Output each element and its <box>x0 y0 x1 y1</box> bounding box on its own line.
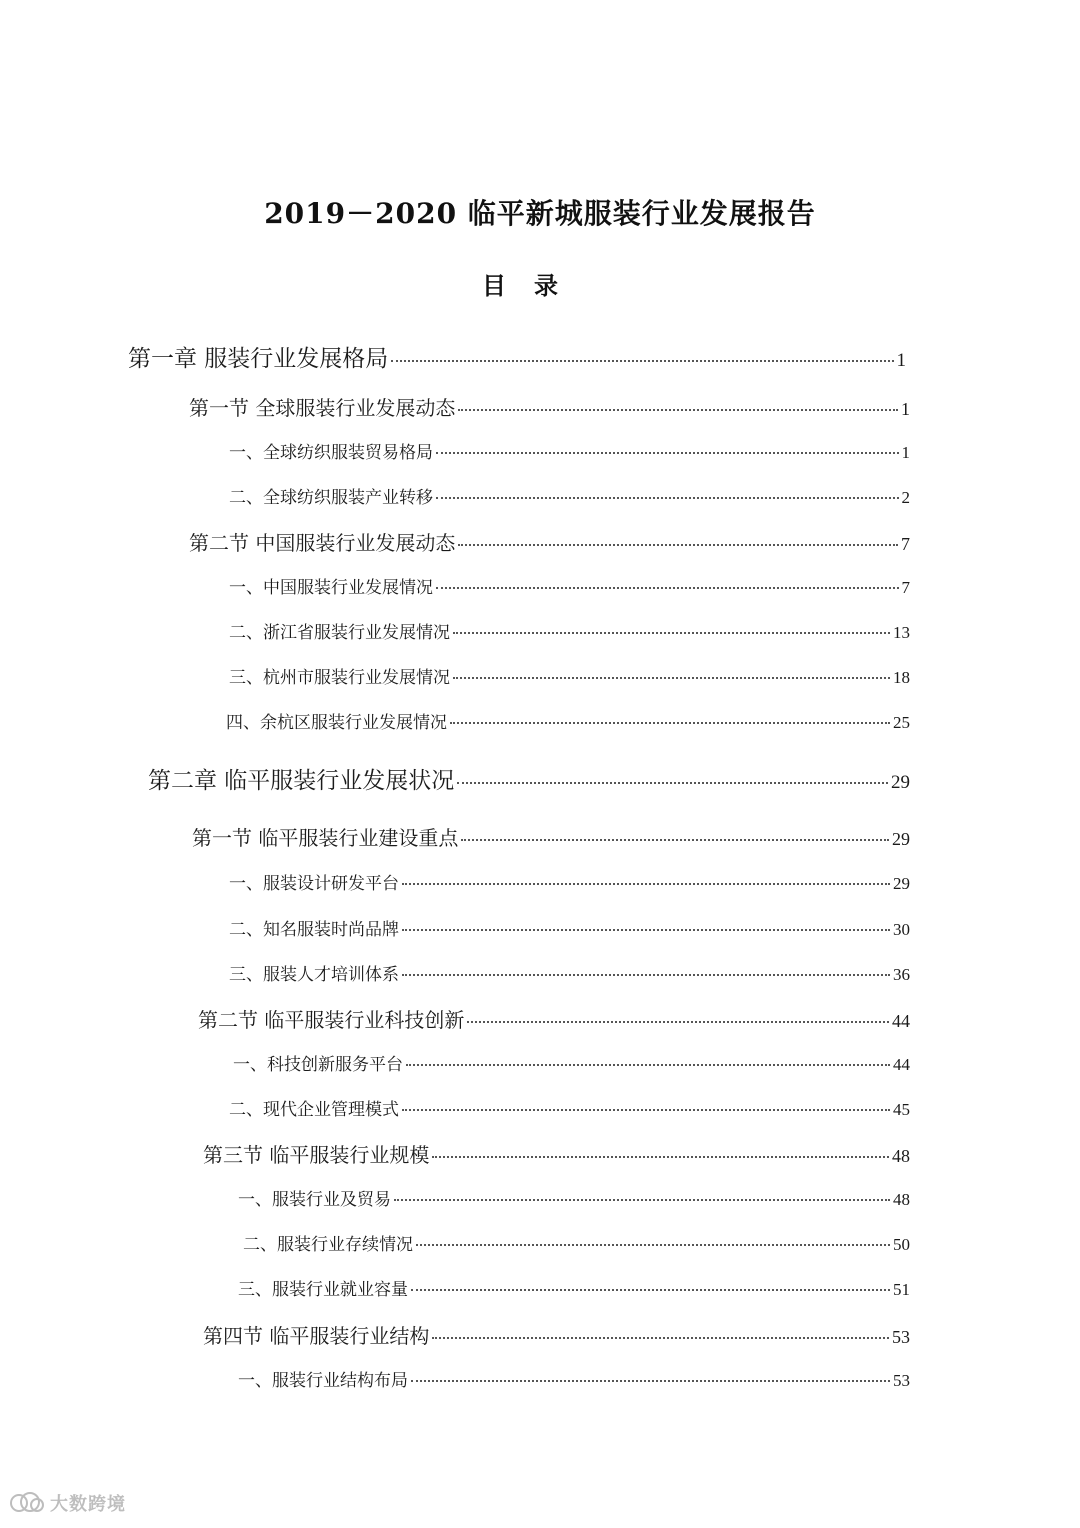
toc-dot-leader <box>411 1380 890 1382</box>
toc-entry-item[interactable] <box>233 1050 910 1075</box>
toc-entry-label: 第二章 临平服装行业发展状况 <box>148 768 455 794</box>
toc-dot-leader <box>432 1156 889 1158</box>
toc-dot-leader <box>402 974 890 976</box>
toc-entry-page-number: 51 <box>893 1280 910 1299</box>
toc-entry-chapter[interactable] <box>128 340 906 373</box>
toc-entry-item[interactable] <box>229 483 910 508</box>
toc-entry-page-number: 45 <box>893 1100 910 1119</box>
toc-entry-item[interactable] <box>226 708 910 733</box>
toc-dot-leader <box>467 1021 889 1023</box>
toc-dot-leader <box>402 1109 890 1111</box>
toc-entry-item[interactable] <box>238 1185 910 1210</box>
toc-entry-section[interactable] <box>189 392 910 421</box>
toc-entry-page-number: 48 <box>893 1190 910 1209</box>
toc-entry-section[interactable] <box>189 527 910 556</box>
toc-entry-label: 一、服装行业结构布局 <box>238 1371 408 1391</box>
toc-dot-leader <box>436 587 899 589</box>
toc-entry-label: 一、科技创新服务平台 <box>233 1055 403 1075</box>
watermark-logo-icon <box>10 1492 44 1514</box>
toc-entry-page-number: 30 <box>893 920 910 939</box>
toc-dot-leader <box>391 360 893 362</box>
toc-entry-page-number: 25 <box>893 713 910 732</box>
toc-entry-page-number: 1 <box>901 399 910 419</box>
toc-entry-item[interactable] <box>229 573 910 598</box>
toc-entry-item[interactable] <box>238 1275 910 1300</box>
toc-entry-label: 第三节 临平服装行业规模 <box>203 1143 430 1167</box>
toc-entry-label: 第二节 临平服装行业科技创新 <box>198 1008 465 1032</box>
toc-entry-label: 二、知名服装时尚品牌 <box>229 920 399 940</box>
toc-entry-section[interactable] <box>198 1004 910 1033</box>
toc-entry-label: 四、余杭区服装行业发展情况 <box>226 713 447 733</box>
toc-heading: 目录 <box>482 271 586 300</box>
toc-dot-leader <box>458 544 898 546</box>
toc-entry-page-number: 44 <box>892 1011 910 1031</box>
toc-entry-item[interactable] <box>238 1366 910 1391</box>
toc-entry-item[interactable] <box>229 960 910 985</box>
toc-dot-leader <box>416 1244 890 1246</box>
toc-entry-page-number: 13 <box>893 623 910 642</box>
toc-entry-page-number: 1 <box>896 350 906 371</box>
document-title: 2019－2020 临平新城服装行业发展报告 <box>264 197 816 230</box>
toc-entry-label: 二、现代企业管理模式 <box>229 1100 399 1120</box>
toc-dot-leader <box>453 632 890 634</box>
toc-entry-label: 三、服装人才培训体系 <box>229 965 399 985</box>
toc-entry-page-number: 2 <box>901 488 910 507</box>
toc-dot-leader <box>406 1064 890 1066</box>
toc-entry-page-number: 18 <box>893 668 910 687</box>
toc-entry-page-number: 29 <box>891 772 910 793</box>
toc-dot-leader <box>411 1289 890 1291</box>
watermark <box>10 1490 126 1516</box>
toc-entry-label: 第一章 服装行业发展格局 <box>128 346 389 372</box>
toc-entry-page-number: 50 <box>893 1235 910 1254</box>
toc-entry-section[interactable] <box>203 1320 910 1349</box>
toc-entry-label: 第二节 中国服装行业发展动态 <box>189 531 456 555</box>
toc-dot-leader <box>453 677 890 679</box>
toc-dot-leader <box>461 839 889 841</box>
toc-entry-item[interactable] <box>229 869 910 894</box>
toc-dot-leader <box>402 883 890 885</box>
toc-entry-item[interactable] <box>229 915 910 940</box>
toc-dot-leader <box>394 1199 890 1201</box>
toc-entry-label: 三、服装行业就业容量 <box>238 1280 408 1300</box>
toc-entry-page-number: 29 <box>893 874 910 893</box>
watermark-text: 大数跨境 <box>50 1494 126 1515</box>
toc-entry-label: 二、全球纺织服装产业转移 <box>229 488 433 508</box>
toc-dot-leader <box>457 782 888 784</box>
toc-dot-leader <box>436 497 899 499</box>
toc-entry-item[interactable] <box>229 438 910 463</box>
toc-entry-page-number: 53 <box>892 1327 910 1347</box>
toc-entry-page-number: 36 <box>893 965 910 984</box>
toc-entry-label: 一、中国服装行业发展情况 <box>229 578 433 598</box>
toc-entry-page-number: 7 <box>901 534 910 554</box>
toc-entry-item[interactable] <box>229 1095 910 1120</box>
toc-entry-label: 一、服装行业及贸易 <box>238 1190 391 1210</box>
toc-entry-label: 一、服装设计研发平台 <box>229 874 399 894</box>
toc-entry-label: 二、服装行业存续情况 <box>243 1235 413 1255</box>
toc-dot-leader <box>436 452 899 454</box>
toc-entry-label: 三、杭州市服装行业发展情况 <box>229 668 450 688</box>
toc-entry-item[interactable] <box>229 618 910 643</box>
toc-entry-section[interactable] <box>192 822 910 851</box>
toc-dot-leader <box>450 722 890 724</box>
toc-entry-page-number: 29 <box>892 829 910 849</box>
toc-entry-label: 二、浙江省服装行业发展情况 <box>229 623 450 643</box>
toc-entry-page-number: 1 <box>901 443 910 462</box>
toc-dot-leader <box>458 409 898 411</box>
toc-entry-page-number: 53 <box>893 1371 910 1390</box>
toc-entry-chapter[interactable] <box>148 762 910 795</box>
toc-entry-label: 第一节 临平服装行业建设重点 <box>192 826 459 850</box>
toc-dot-leader <box>402 929 890 931</box>
toc-entry-section[interactable] <box>203 1139 910 1168</box>
toc-entry-label: 第四节 临平服装行业结构 <box>203 1324 430 1348</box>
toc-entry-page-number: 48 <box>892 1146 910 1166</box>
toc-entry-item[interactable] <box>229 663 910 688</box>
toc-entry-label: 一、全球纺织服装贸易格局 <box>229 443 433 463</box>
toc-entry-label: 第一节 全球服装行业发展动态 <box>189 396 456 420</box>
toc-entry-item[interactable] <box>243 1230 910 1255</box>
toc-dot-leader <box>432 1337 889 1339</box>
toc-entry-page-number: 44 <box>893 1055 910 1074</box>
toc-entry-page-number: 7 <box>901 578 910 597</box>
